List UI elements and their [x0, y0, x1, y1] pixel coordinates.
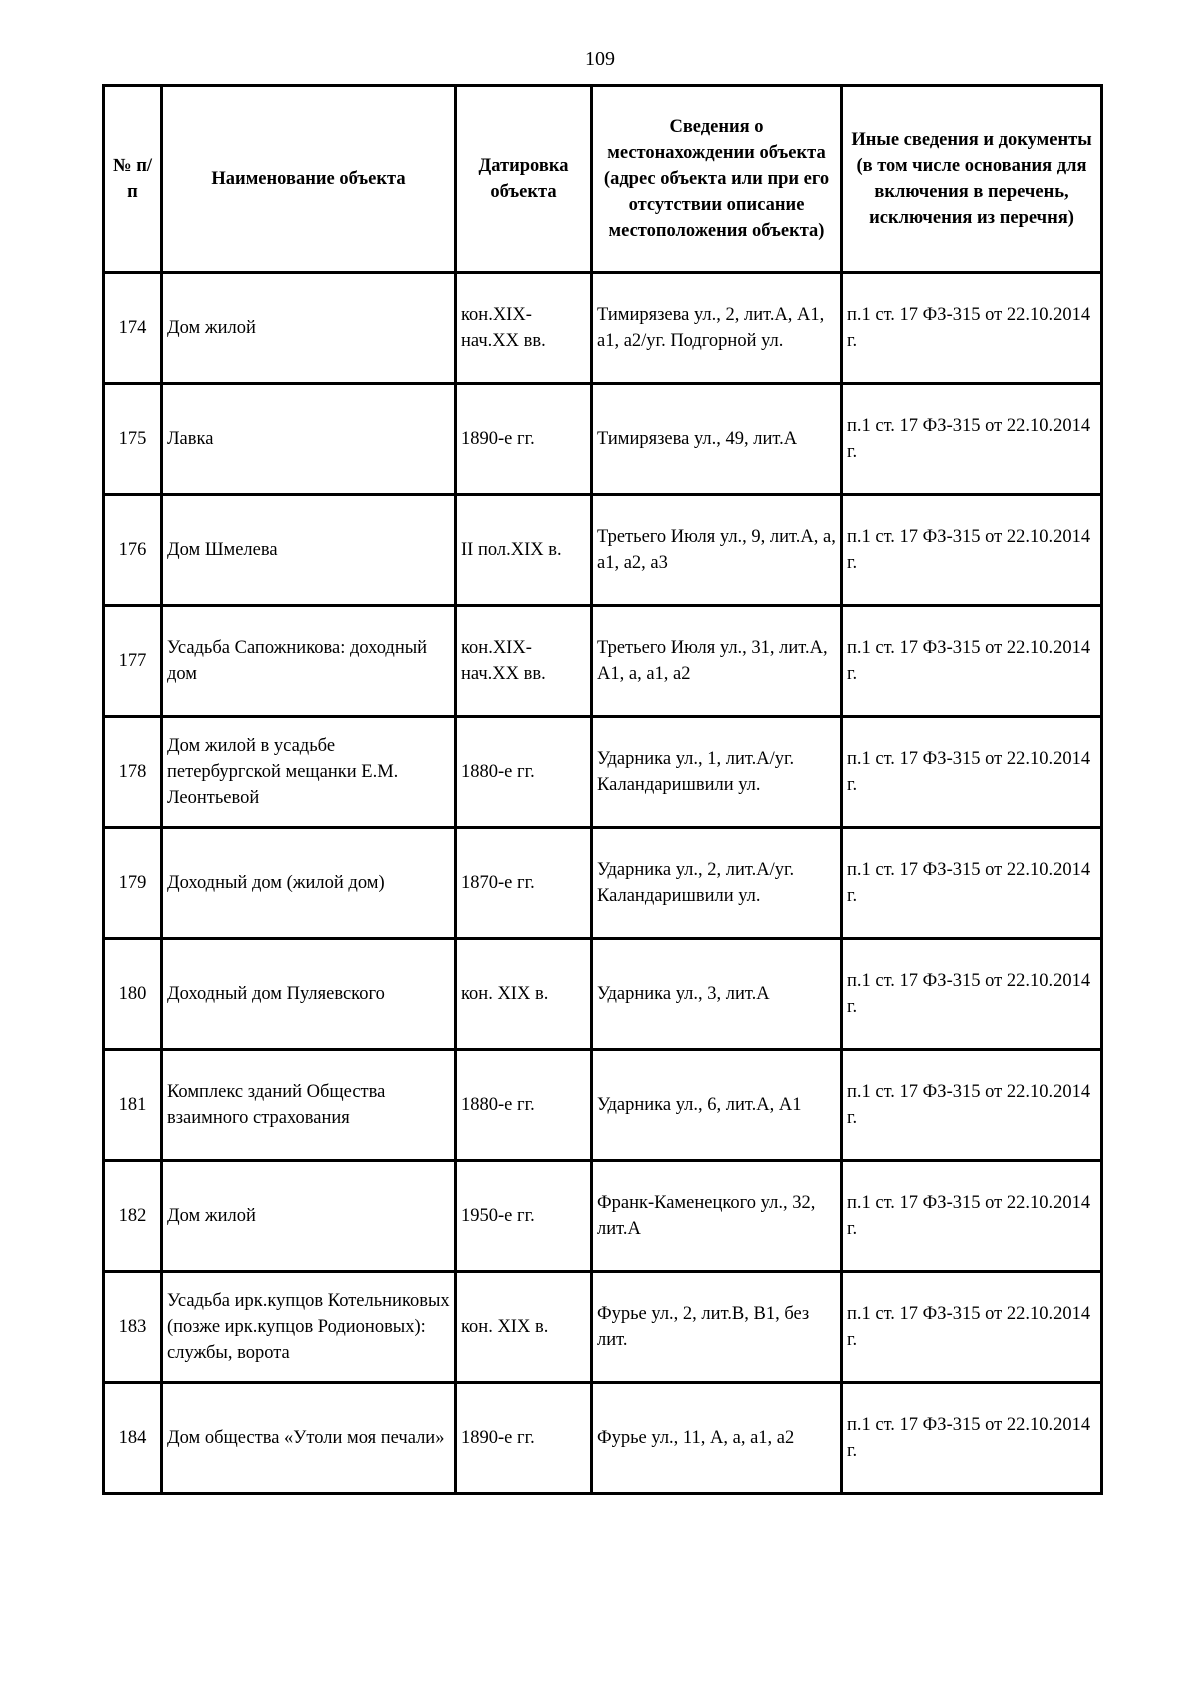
- cell-name: Доходный дом (жилой дом): [162, 828, 456, 939]
- header-name: Наименование объекта: [162, 86, 456, 273]
- cell-date: 1880-е гг.: [456, 717, 592, 828]
- cell-location: Франк-Каменецкого ул., 32, лит.А: [592, 1161, 842, 1272]
- cell-name: Дом жилой в усадьбе петербургской мещанки Е.М. Леонтьевой: [162, 717, 456, 828]
- cell-name: Комплекс зданий Общества взаимного страхования: [162, 1050, 456, 1161]
- cell-num: 176: [104, 495, 162, 606]
- cell-location: Тимирязева ул., 2, лит.А, А1, а1, а2/уг. Подгорной ул.: [592, 273, 842, 384]
- table-header-row: [104, 86, 1102, 273]
- cell-name: Усадьба ирк.купцов Котельниковых (позже ирк.купцов Родионовых): службы, ворота: [162, 1272, 456, 1383]
- cell-other: п.1 ст. 17 ФЗ-315 от 22.10.2014 г.: [842, 273, 1102, 384]
- cell-other: п.1 ст. 17 ФЗ-315 от 22.10.2014 г.: [842, 1272, 1102, 1383]
- table-row: [104, 717, 1102, 828]
- heritage-objects-table: [102, 84, 1103, 1495]
- cell-date: кон.XIX-нач.XX вв.: [456, 273, 592, 384]
- cell-date: 1890-е гг.: [456, 1383, 592, 1494]
- cell-name: Лавка: [162, 384, 456, 495]
- table-row: [104, 606, 1102, 717]
- cell-date: 1880-е гг.: [456, 1050, 592, 1161]
- header-num: № п/п: [104, 86, 162, 273]
- cell-location: Фурье ул., 2, лит.В, В1, без лит.: [592, 1272, 842, 1383]
- cell-date: кон.XIX-нач.XX вв.: [456, 606, 592, 717]
- cell-name: Дом жилой: [162, 1161, 456, 1272]
- cell-num: 181: [104, 1050, 162, 1161]
- cell-date: кон. XIX в.: [456, 939, 592, 1050]
- cell-num: 175: [104, 384, 162, 495]
- cell-num: 177: [104, 606, 162, 717]
- cell-name: Дом общества «Утоли моя печали»: [162, 1383, 456, 1494]
- cell-date: 1890-е гг.: [456, 384, 592, 495]
- cell-num: 182: [104, 1161, 162, 1272]
- table-row: [104, 828, 1102, 939]
- cell-other: п.1 ст. 17 ФЗ-315 от 22.10.2014 г.: [842, 828, 1102, 939]
- cell-other: п.1 ст. 17 ФЗ-315 от 22.10.2014 г.: [842, 939, 1102, 1050]
- cell-location: Третьего Июля ул., 31, лит.А, А1, а, а1, а2: [592, 606, 842, 717]
- cell-name: Дом Шмелева: [162, 495, 456, 606]
- cell-num: 184: [104, 1383, 162, 1494]
- cell-location: Ударника ул., 1, лит.А/уг. Каландаришвили ул.: [592, 717, 842, 828]
- cell-name: Доходный дом Пуляевского: [162, 939, 456, 1050]
- cell-num: 179: [104, 828, 162, 939]
- table-row: [104, 1383, 1102, 1494]
- header-location: Сведения о местонахождении объекта (адрес объекта или при его отсутствии описание местоположения объекта): [592, 86, 842, 273]
- cell-other: п.1 ст. 17 ФЗ-315 от 22.10.2014 г.: [842, 384, 1102, 495]
- cell-other: п.1 ст. 17 ФЗ-315 от 22.10.2014 г.: [842, 717, 1102, 828]
- cell-location: Третьего Июля ул., 9, лит.А, а, а1, а2, а3: [592, 495, 842, 606]
- cell-num: 174: [104, 273, 162, 384]
- cell-num: 178: [104, 717, 162, 828]
- cell-other: п.1 ст. 17 ФЗ-315 от 22.10.2014 г.: [842, 495, 1102, 606]
- cell-date: II пол.XIX в.: [456, 495, 592, 606]
- cell-other: п.1 ст. 17 ФЗ-315 от 22.10.2014 г.: [842, 1383, 1102, 1494]
- table-row: [104, 384, 1102, 495]
- cell-date: кон. XIX в.: [456, 1272, 592, 1383]
- page-number: 109: [585, 48, 615, 70]
- cell-location: Ударника ул., 3, лит.А: [592, 939, 842, 1050]
- table-row: [104, 1050, 1102, 1161]
- table-row: [104, 495, 1102, 606]
- table-row: [104, 939, 1102, 1050]
- cell-other: п.1 ст. 17 ФЗ-315 от 22.10.2014 г.: [842, 1161, 1102, 1272]
- cell-date: 1870-е гг.: [456, 828, 592, 939]
- cell-location: Ударника ул., 2, лит.А/уг. Каландаришвили ул.: [592, 828, 842, 939]
- cell-location: Ударника ул., 6, лит.А, А1: [592, 1050, 842, 1161]
- table-row: [104, 1161, 1102, 1272]
- cell-num: 180: [104, 939, 162, 1050]
- cell-name: Усадьба Сапожникова: доходный дом: [162, 606, 456, 717]
- cell-other: п.1 ст. 17 ФЗ-315 от 22.10.2014 г.: [842, 1050, 1102, 1161]
- cell-date: 1950-е гг.: [456, 1161, 592, 1272]
- cell-name: Дом жилой: [162, 273, 456, 384]
- table-row: [104, 273, 1102, 384]
- cell-num: 183: [104, 1272, 162, 1383]
- header-date: Датировка объекта: [456, 86, 592, 273]
- cell-location: Фурье ул., 11, А, а, а1, а2: [592, 1383, 842, 1494]
- cell-location: Тимирязева ул., 49, лит.А: [592, 384, 842, 495]
- table-row: [104, 1272, 1102, 1383]
- cell-other: п.1 ст. 17 ФЗ-315 от 22.10.2014 г.: [842, 606, 1102, 717]
- header-other: Иные сведения и документы (в том числе основания для включения в перечень, исключения из перечня): [842, 86, 1102, 273]
